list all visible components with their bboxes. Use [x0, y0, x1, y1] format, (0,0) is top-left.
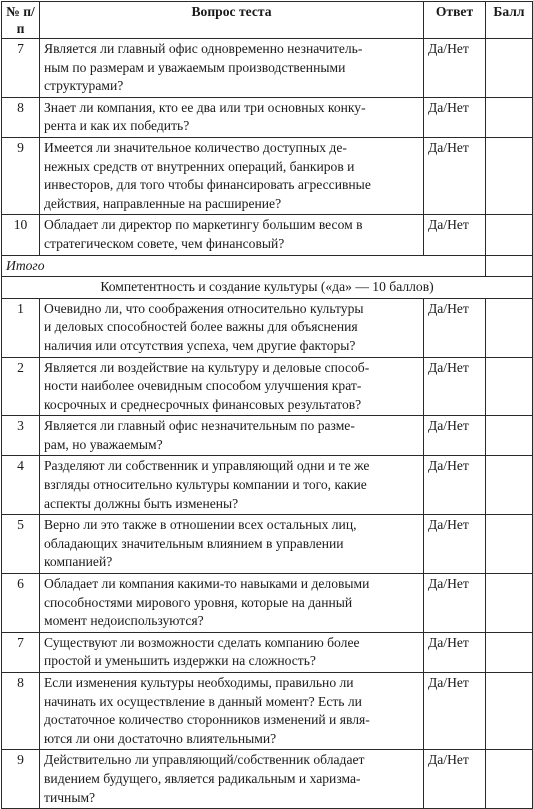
question-text [40, 357, 424, 416]
header-score: Балл [486, 2, 533, 39]
score-cell[interactable] [486, 357, 533, 416]
table-row [2, 673, 533, 750]
question-line: наличия или отсутствия успеха, чем другие факторы? [44, 337, 356, 353]
score-cell[interactable] [486, 97, 533, 137]
question-line: ности наиболее очевидным способом улучшения крат- [44, 378, 362, 394]
question-line: тичным? [44, 789, 96, 805]
answer-cell[interactable]: Да/Нет [424, 215, 486, 255]
row-number: 1 [2, 298, 40, 357]
answer-cell[interactable]: Да/Нет [424, 574, 486, 633]
score-cell[interactable] [486, 298, 533, 357]
question-line: Является ли воздействие на культуру и деловые способ- [44, 359, 370, 375]
question-line: взгляды относительно культуры компании и того, какие [44, 477, 367, 493]
table-row [2, 574, 533, 633]
table-row [2, 750, 533, 809]
table-row [2, 416, 533, 456]
question-line: ются ли они достаточно влиятельными? [44, 730, 277, 746]
question-line: Если изменения культуры необходимы, правильно ли [44, 675, 354, 690]
question-line: Верно ли это также в отношении всех остальных лиц, [44, 517, 357, 533]
answer-cell[interactable]: Да/Нет [424, 673, 486, 750]
question-line: начинать их осуществление в данный момент? Есть ли [44, 693, 362, 709]
question-line: простой и уменьшить издержки на сложность? [44, 653, 316, 669]
question-text [40, 416, 424, 456]
question-text [40, 456, 424, 515]
question-line: аспекты должны быть изменены? [44, 495, 239, 511]
question-line: момент недоиспользуются? [44, 613, 204, 629]
answer-cell[interactable]: Да/Нет [424, 750, 486, 809]
question-text [40, 574, 424, 633]
table-row [2, 632, 533, 672]
answer-cell[interactable]: Да/Нет [424, 515, 486, 574]
question-line: действия, направленные на расширение? [44, 195, 282, 211]
question-line: обладающих значительным влиянием в управлении [44, 535, 344, 551]
row-number: 4 [2, 456, 40, 515]
row-number: 5 [2, 515, 40, 574]
table-row [2, 357, 533, 416]
row-number: 7 [2, 632, 40, 672]
question-text [40, 137, 424, 214]
rows-top [2, 39, 533, 256]
row-number: 6 [2, 574, 40, 633]
question-line: Является ли главный офис незначительным по разме- [44, 418, 355, 434]
header-num: № п/п [2, 2, 40, 39]
question-line: рента и как их победить? [44, 118, 190, 134]
question-line: ным по размерам и уважаемым производственными [44, 59, 346, 75]
table-row [2, 456, 533, 515]
total-score-cell[interactable] [486, 255, 533, 277]
section-title: Компетентность и создание культуры («да» — 10 баллов) [2, 277, 533, 299]
question-line: инвесторов, для того чтобы финансировать агрессивные [44, 177, 371, 193]
answer-cell[interactable]: Да/Нет [424, 456, 486, 515]
question-text [40, 673, 424, 750]
answer-cell[interactable]: Да/Нет [424, 357, 486, 416]
header-question: Вопрос теста [40, 2, 424, 39]
row-number: 2 [2, 357, 40, 416]
table-row [2, 515, 533, 574]
question-text [40, 750, 424, 809]
question-line: Очевидно ли, что соображения относительно культуры [44, 300, 364, 316]
total-block [2, 255, 533, 298]
score-cell[interactable] [486, 673, 533, 750]
score-cell[interactable] [486, 215, 533, 255]
table-row [2, 215, 533, 255]
answer-cell[interactable]: Да/Нет [424, 137, 486, 214]
row-number: 8 [2, 673, 40, 750]
question-line: способностями мирового уровня, которые на данный [44, 594, 353, 610]
question-text [40, 215, 424, 255]
question-text [40, 515, 424, 574]
section-row [2, 277, 533, 299]
question-line: Обладает ли директор по маркетингу большим весом в [44, 217, 363, 233]
row-number: 10 [2, 215, 40, 255]
answer-cell[interactable]: Да/Нет [424, 39, 486, 98]
row-number: 8 [2, 97, 40, 137]
question-line: и деловых способностей более важны для объяснения [44, 319, 358, 335]
row-number: 9 [2, 137, 40, 214]
score-cell[interactable] [486, 574, 533, 633]
answer-cell[interactable]: Да/Нет [424, 298, 486, 357]
table-row [2, 97, 533, 137]
answer-cell[interactable]: Да/Нет [424, 97, 486, 137]
table-row [2, 298, 533, 357]
answer-cell[interactable]: Да/Нет [424, 632, 486, 672]
score-cell[interactable] [486, 456, 533, 515]
question-text [40, 39, 424, 98]
score-cell[interactable] [486, 416, 533, 456]
question-line: Существуют ли возможности сделать компанию более [44, 634, 360, 650]
question-line: Знает ли компания, кто ее два или три основных конку- [44, 99, 366, 115]
header-row [2, 2, 533, 39]
question-text [40, 632, 424, 672]
question-line: Является ли главный офис одновременно незначитель- [44, 41, 363, 56]
question-line: структурами? [44, 78, 124, 94]
question-line: Имеется ли значительное количество доступных де- [44, 139, 347, 155]
header-answer: Ответ [424, 2, 486, 39]
row-number: 7 [2, 39, 40, 98]
question-line: стратегическом совете, чем финансовый? [44, 235, 285, 251]
answer-cell[interactable]: Да/Нет [424, 416, 486, 456]
question-line: компанией? [44, 554, 113, 570]
test-table [1, 1, 533, 809]
score-cell[interactable] [486, 632, 533, 672]
question-line: рам, но уважаемым? [44, 436, 163, 452]
question-line: Действительно ли управляющий/собственник обладает [44, 752, 365, 768]
score-cell[interactable] [486, 137, 533, 214]
question-line: косрочных и среднесрочных финансовых результатов? [44, 396, 362, 412]
table-row [2, 137, 533, 214]
score-cell[interactable] [486, 515, 533, 574]
question-line: нежных средств от внутренних операций, банкиров и [44, 158, 355, 174]
score-cell[interactable] [486, 39, 533, 98]
question-line: Обладает ли компания какими-то навыками и деловыми [44, 576, 370, 592]
table-row [2, 39, 533, 98]
row-number: 3 [2, 416, 40, 456]
row-number: 9 [2, 750, 40, 809]
question-line: видением будущего, является радикальным и харизма- [44, 770, 361, 786]
total-row [2, 255, 533, 277]
rows-section [2, 298, 533, 808]
total-label: Итого [2, 255, 486, 277]
question-line: достаточное количество сторонников изменений и явля- [44, 712, 370, 728]
question-line: Разделяют ли собственник и управляющий одни и те же [44, 458, 370, 474]
question-text [40, 298, 424, 357]
score-cell[interactable] [486, 750, 533, 809]
question-text [40, 97, 424, 137]
